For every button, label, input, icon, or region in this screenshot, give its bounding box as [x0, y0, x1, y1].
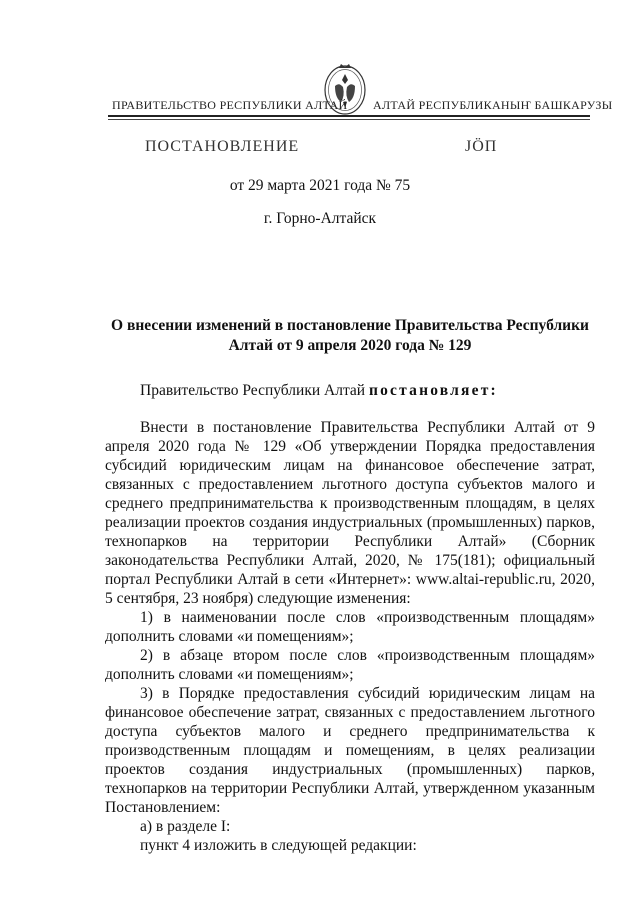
paragraph-main: Внести в постановление Правительства Республики Алтай от 9 апреля 2020 года № 129 «Об утверждении Порядка предоставления субсидий юридическим лицам на финансовое обеспечение затрат, связанных с предоставлением льготного доступа субъектов малого и среднего предпринимательства к производственным площадям, в целях реализации проектов создания индустриальных (промышленных) парков, технопарков на территории Республики Алтай» (Сборник законодательства Республики Алтай, 2020, № 175(181); официальный портал Республики Алтай в сети «Интернет»: www.altai-republic.ru, 2020, 5 сентября, 23 ноября) следующие изменения: [105, 419, 595, 607]
paragraph-item-a: а) в разделе I: [140, 818, 231, 835]
title-line-2: Алтай от 9 апреля 2020 года № 129 [228, 337, 472, 354]
doc-type-alt: JÖП [465, 138, 498, 155]
paragraph-item-2: 2) в абзаце втором после слов «производственным площадям» дополнить словами «и помещениям»; [105, 647, 595, 683]
paragraph-item-3: 3) в Порядке предоставления субсидий юридическим лицам на финансовое обеспечение затрат, связанных с предоставлением льготного доступа субъектов малого и среднего предпринимательства к производственным площадям и помещениям, в целях реализации проектов создания индустриальных (промышленных) парков, технопарков на территории Республики Алтай, утвержденном указанным Постановлением: [105, 685, 595, 816]
header-rule-thin [108, 119, 590, 120]
header-org-ru: ПРАВИТЕЛЬСТВО РЕСПУБЛИКИ АЛТАЙ [112, 98, 348, 112]
preamble-decree-word: постановляет: [368, 382, 498, 399]
document-title [105, 316, 595, 356]
header-org-alt: АЛТАЙ РЕСПУБЛИКАНЫҤ БАШКАРУЗЫ [373, 98, 613, 112]
date-line: от 29 марта 2021 года № 75 [229, 177, 411, 194]
paragraph-item-point4: пункт 4 изложить в следующей редакции: [140, 837, 417, 854]
doc-type-ru: ПОСТАНОВЛЕНИЕ [145, 138, 300, 155]
preamble-text: Правительство Республики Алтай [140, 382, 369, 399]
document-body [105, 418, 595, 855]
paragraph-item-1: 1) в наименовании после слов «производственным площадям» дополнить словами «и помещениям»; [105, 609, 595, 645]
preamble [140, 382, 498, 400]
title-line-1: О внесении изменений в постановление Правительства Республики [111, 317, 589, 334]
city-line: г. Горно-Алтайск [263, 210, 377, 227]
header-rule-thick [108, 115, 590, 117]
